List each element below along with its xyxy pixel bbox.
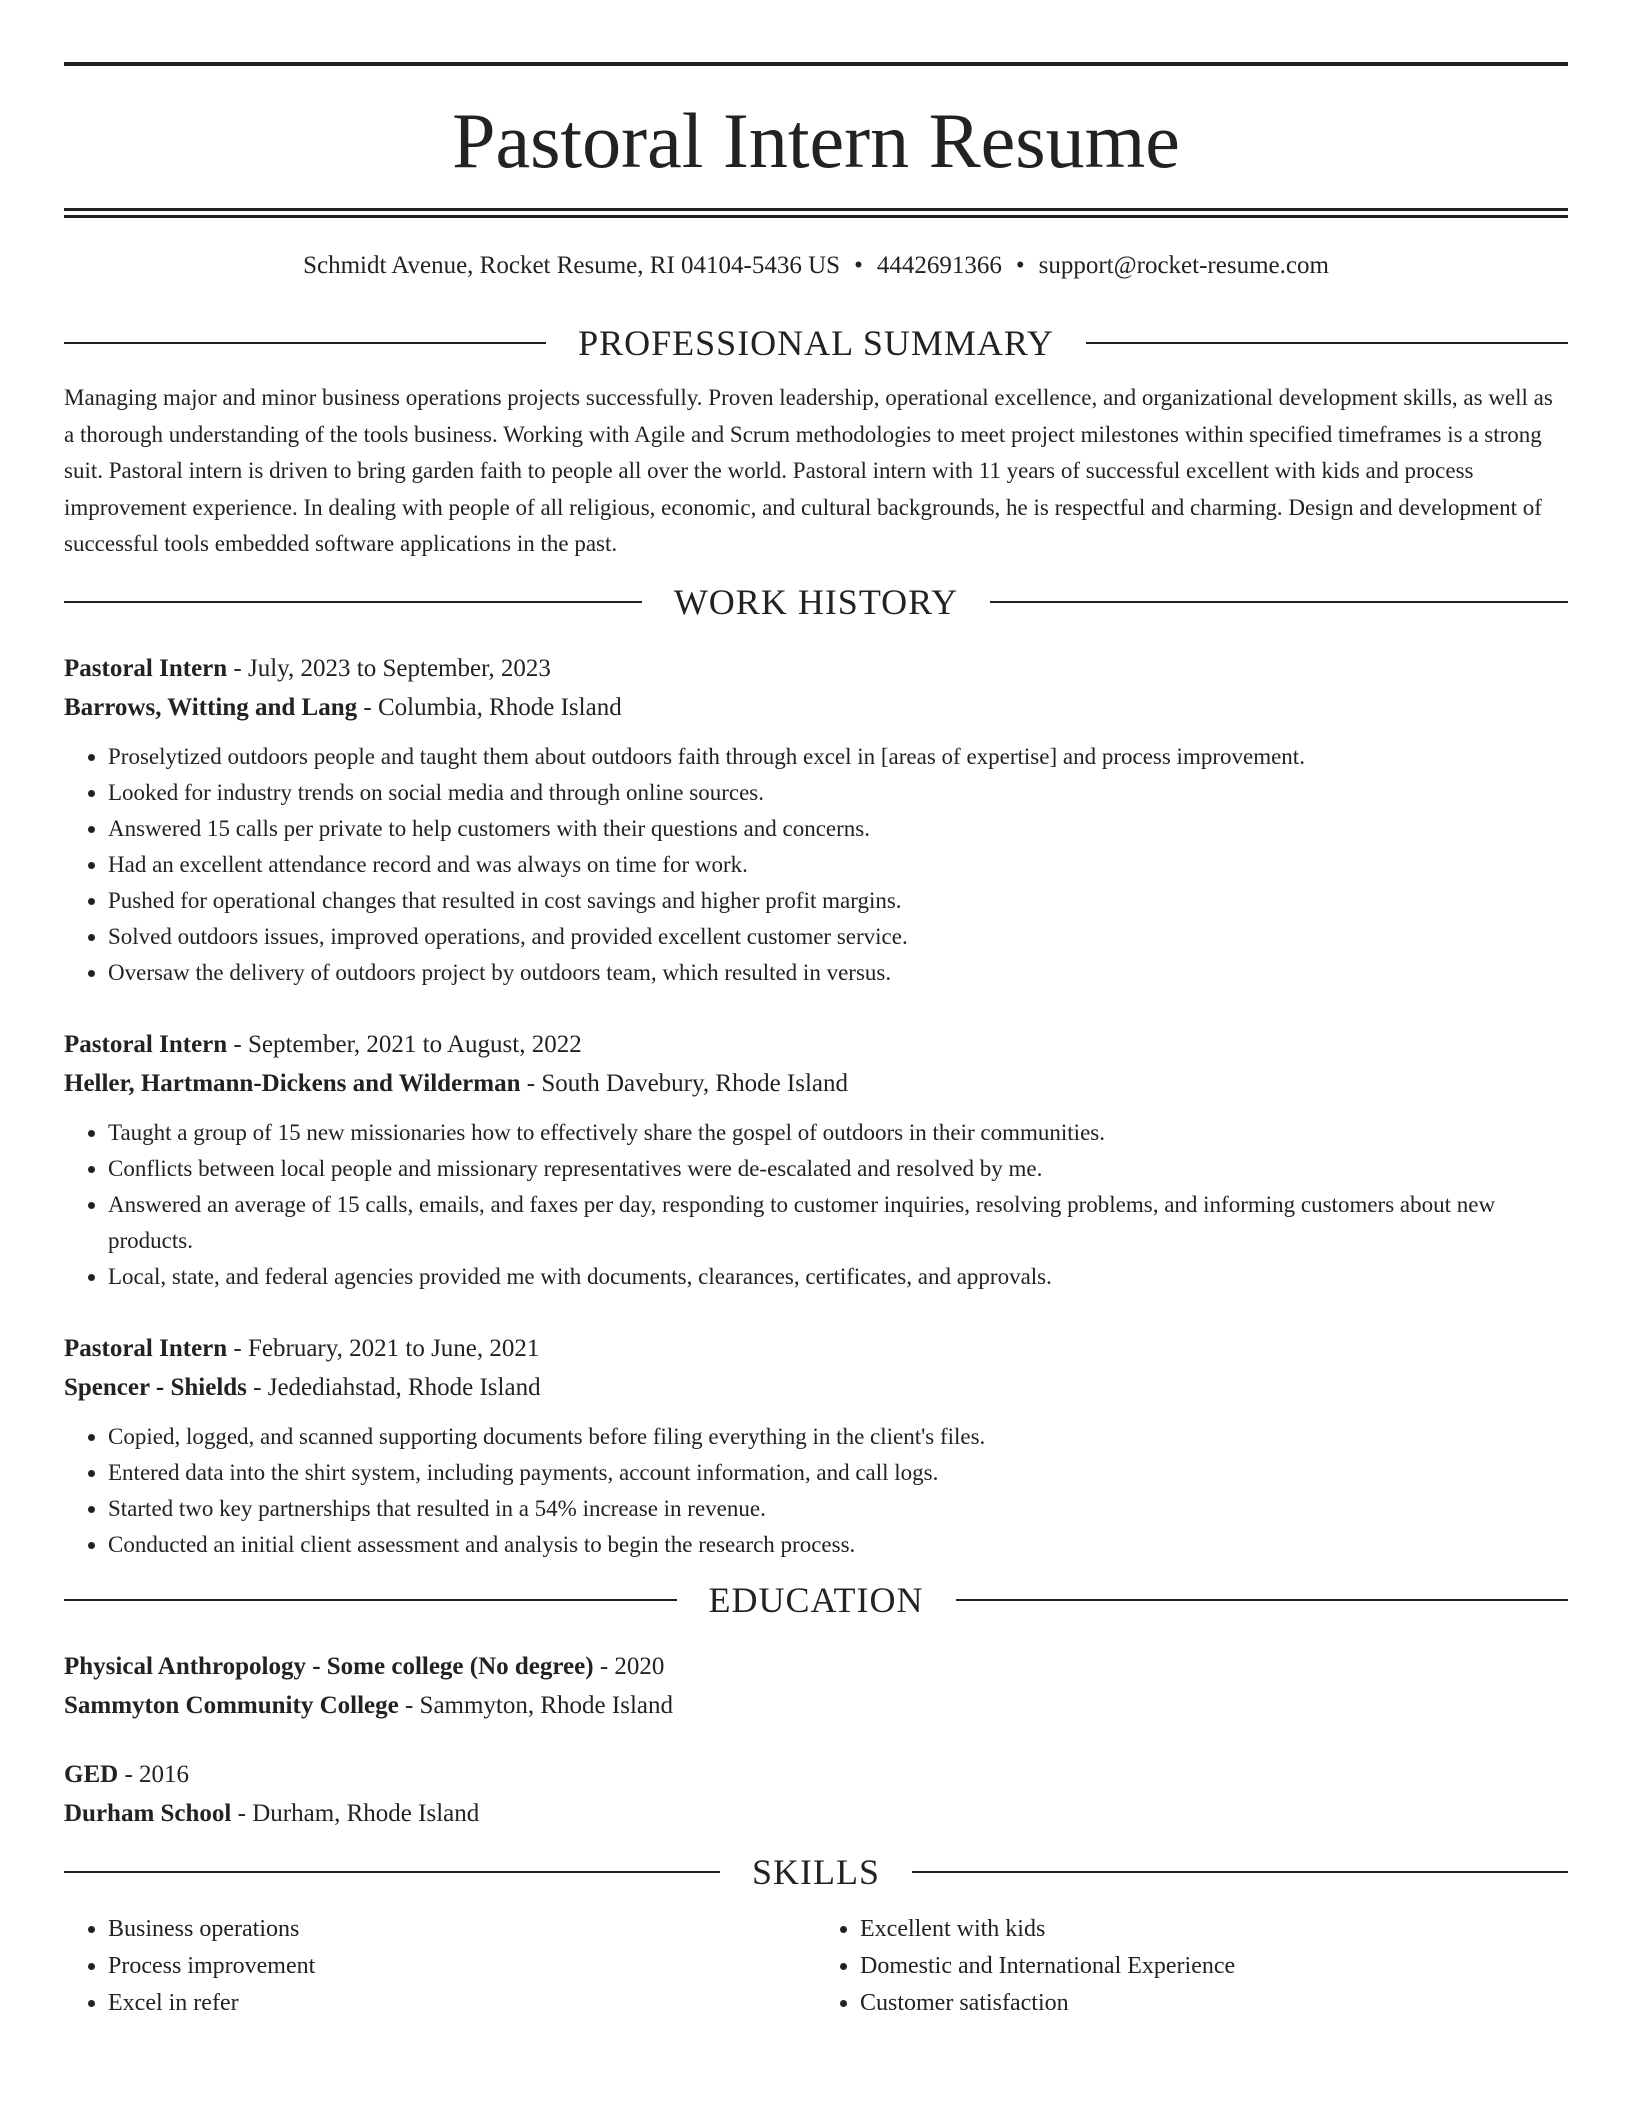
skill-item: • Business operations: [108, 1911, 816, 1948]
job-bullets: [64, 1419, 1568, 1563]
education-entry: [64, 1647, 1568, 1725]
contact-separator: •: [1015, 252, 1025, 279]
divider: [912, 1871, 1568, 1873]
education-degree-line: [64, 1755, 1568, 1794]
education-location: - Durham, Rhode Island: [231, 1799, 480, 1827]
job-title-line: [64, 1025, 1568, 1064]
list-item: • Taught a group of 15 new missionaries how to effectively share the gospel of outdoors in their communities.: [108, 1115, 1568, 1151]
skill-item: • Customer satisfaction: [860, 1985, 1568, 2022]
education-degree-line: [64, 1647, 1568, 1686]
job-entry: [64, 1329, 1568, 1563]
list-item: • Answered an average of 15 calls, emails, and faxes per day, responding to customer inquiries, resolving problems, and informing customers about new products.: [108, 1187, 1568, 1259]
education-location: - Sammyton, Rhode Island: [398, 1691, 673, 1719]
divider: [990, 601, 1568, 603]
education-year: - 2016: [118, 1760, 190, 1788]
skills-left-list: [64, 1911, 816, 2022]
job-company: Spencer - Shields: [64, 1373, 247, 1401]
list-item: • Conducted an initial client assessment and analysis to begin the research process.: [108, 1527, 1568, 1563]
job-title: Pastoral Intern: [64, 654, 228, 682]
list-item: • Started two key partnerships that resulted in a 54% increase in revenue.: [108, 1491, 1568, 1527]
list-item: • Had an excellent attendance record and was always on time for work.: [108, 847, 1568, 883]
job-title-line: [64, 649, 1568, 688]
education-degree: GED: [64, 1760, 119, 1788]
education-school: Durham School: [64, 1799, 232, 1827]
education-school: Sammyton Community College: [64, 1691, 399, 1719]
divider: [64, 601, 642, 603]
job-location: - South Davebury, Rhode Island: [520, 1069, 849, 1097]
contact-phone: 4442691366: [876, 252, 1002, 279]
job-dates: - February, 2021 to June, 2021: [227, 1334, 540, 1362]
skills-right-list: [816, 1911, 1568, 2022]
work-heading: WORK HISTORY: [673, 581, 959, 622]
top-rule: [64, 62, 1568, 66]
list-item: • Answered 15 calls per private to help customers with their questions and concerns.: [108, 811, 1568, 847]
education-degree: Physical Anthropology - Some college (No degree): [64, 1652, 594, 1680]
job-dates: - September, 2021 to August, 2022: [227, 1030, 582, 1058]
skills-section-header: [64, 1851, 1568, 1893]
job-dates: - July, 2023 to September, 2023: [227, 654, 551, 682]
job-location: - Jedediahstad, Rhode Island: [246, 1373, 541, 1401]
summary-text: Managing major and minor business operations projects successfully. Proven leadership, operational excellence, and organizational development skills, as well as a thorough understanding of the tools business. Working with Agile and Scrum methodologies to meet project milestones within specified timeframes is a strong suit. Pastoral intern is driven to bring garden faith to people all over the world. Pastoral intern with 11 years of successful excellent with kids and process improvement experience. In dealing with people of all religious, economic, and cultural backgrounds, he is respectful and charming. Design and development of successful tools embedded software applications in the past.: [64, 385, 1553, 556]
education-school-line: [64, 1686, 1568, 1725]
list-item: • Conflicts between local people and missionary representatives were de-escalated and resolved by me.: [108, 1151, 1568, 1187]
work-section-header: [64, 581, 1568, 623]
page-title: Pastoral Intern Resume: [452, 97, 1180, 184]
contact-line: [64, 252, 1568, 280]
summary-heading: PROFESSIONAL SUMMARY: [578, 323, 1054, 363]
job-bullets: [64, 1115, 1568, 1295]
contact-email: support@rocket-resume.com: [1038, 252, 1329, 279]
list-item: • Oversaw the delivery of outdoors project by outdoors team, which resulted in versus.: [108, 955, 1568, 991]
job-title-line: [64, 1329, 1568, 1368]
skills-heading: SKILLS: [752, 1851, 881, 1892]
divider: [64, 342, 546, 344]
list-item: • Local, state, and federal agencies provided me with documents, clearances, certificates, and approvals.: [108, 1259, 1568, 1295]
job-company: Heller, Hartmann-Dickens and Wilderman: [64, 1069, 521, 1097]
job-entry: [64, 649, 1568, 991]
education-section-header: [64, 1579, 1568, 1621]
list-item: • Entered data into the shirt system, including payments, account information, and call logs.: [108, 1455, 1568, 1491]
contact-address: Schmidt Avenue, Rocket Resume, RI 04104-5436 US: [303, 252, 841, 279]
divider: [64, 1871, 720, 1873]
job-company-line: [64, 688, 1568, 727]
job-title: Pastoral Intern: [64, 1334, 228, 1362]
education-year: - 2020: [593, 1652, 665, 1680]
list-item: • Solved outdoors issues, improved operations, and provided excellent customer service.: [108, 919, 1568, 955]
title-double-rule: [64, 208, 1568, 218]
contact-separator: •: [854, 252, 863, 279]
job-company-line: [64, 1064, 1568, 1103]
job-bullets: [64, 739, 1568, 991]
skill-item: • Excel in refer: [108, 1985, 816, 2022]
skills-columns: [64, 1911, 1568, 2022]
education-school-line: [64, 1794, 1568, 1833]
skill-item: • Process improvement: [108, 1948, 816, 1985]
education-heading: EDUCATION: [708, 1579, 924, 1620]
skill-item: • Domestic and International Experience: [860, 1948, 1568, 1985]
job-title: Pastoral Intern: [64, 1030, 228, 1058]
list-item: • Pushed for operational changes that resulted in cost savings and higher profit margins.: [108, 883, 1568, 919]
divider: [956, 1599, 1569, 1601]
list-item: • Proselytized outdoors people and taught them about outdoors faith through excel in [areas of expertise] and process improvement.: [108, 739, 1568, 775]
list-item: • Copied, logged, and scanned supporting documents before filing everything in the client's files.: [108, 1419, 1568, 1455]
resume-page: [64, 0, 1568, 2022]
job-entry: [64, 1025, 1568, 1295]
job-company: Barrows, Witting and Lang: [64, 693, 358, 721]
education-entry: [64, 1755, 1568, 1833]
summary-section-header: [64, 322, 1568, 364]
job-location: - Columbia, Rhode Island: [357, 693, 622, 721]
job-company-line: [64, 1368, 1568, 1407]
divider: [1086, 342, 1568, 344]
list-item: • Looked for industry trends on social media and through online sources.: [108, 775, 1568, 811]
divider: [64, 1599, 677, 1601]
skill-item: • Excellent with kids: [860, 1911, 1568, 1948]
